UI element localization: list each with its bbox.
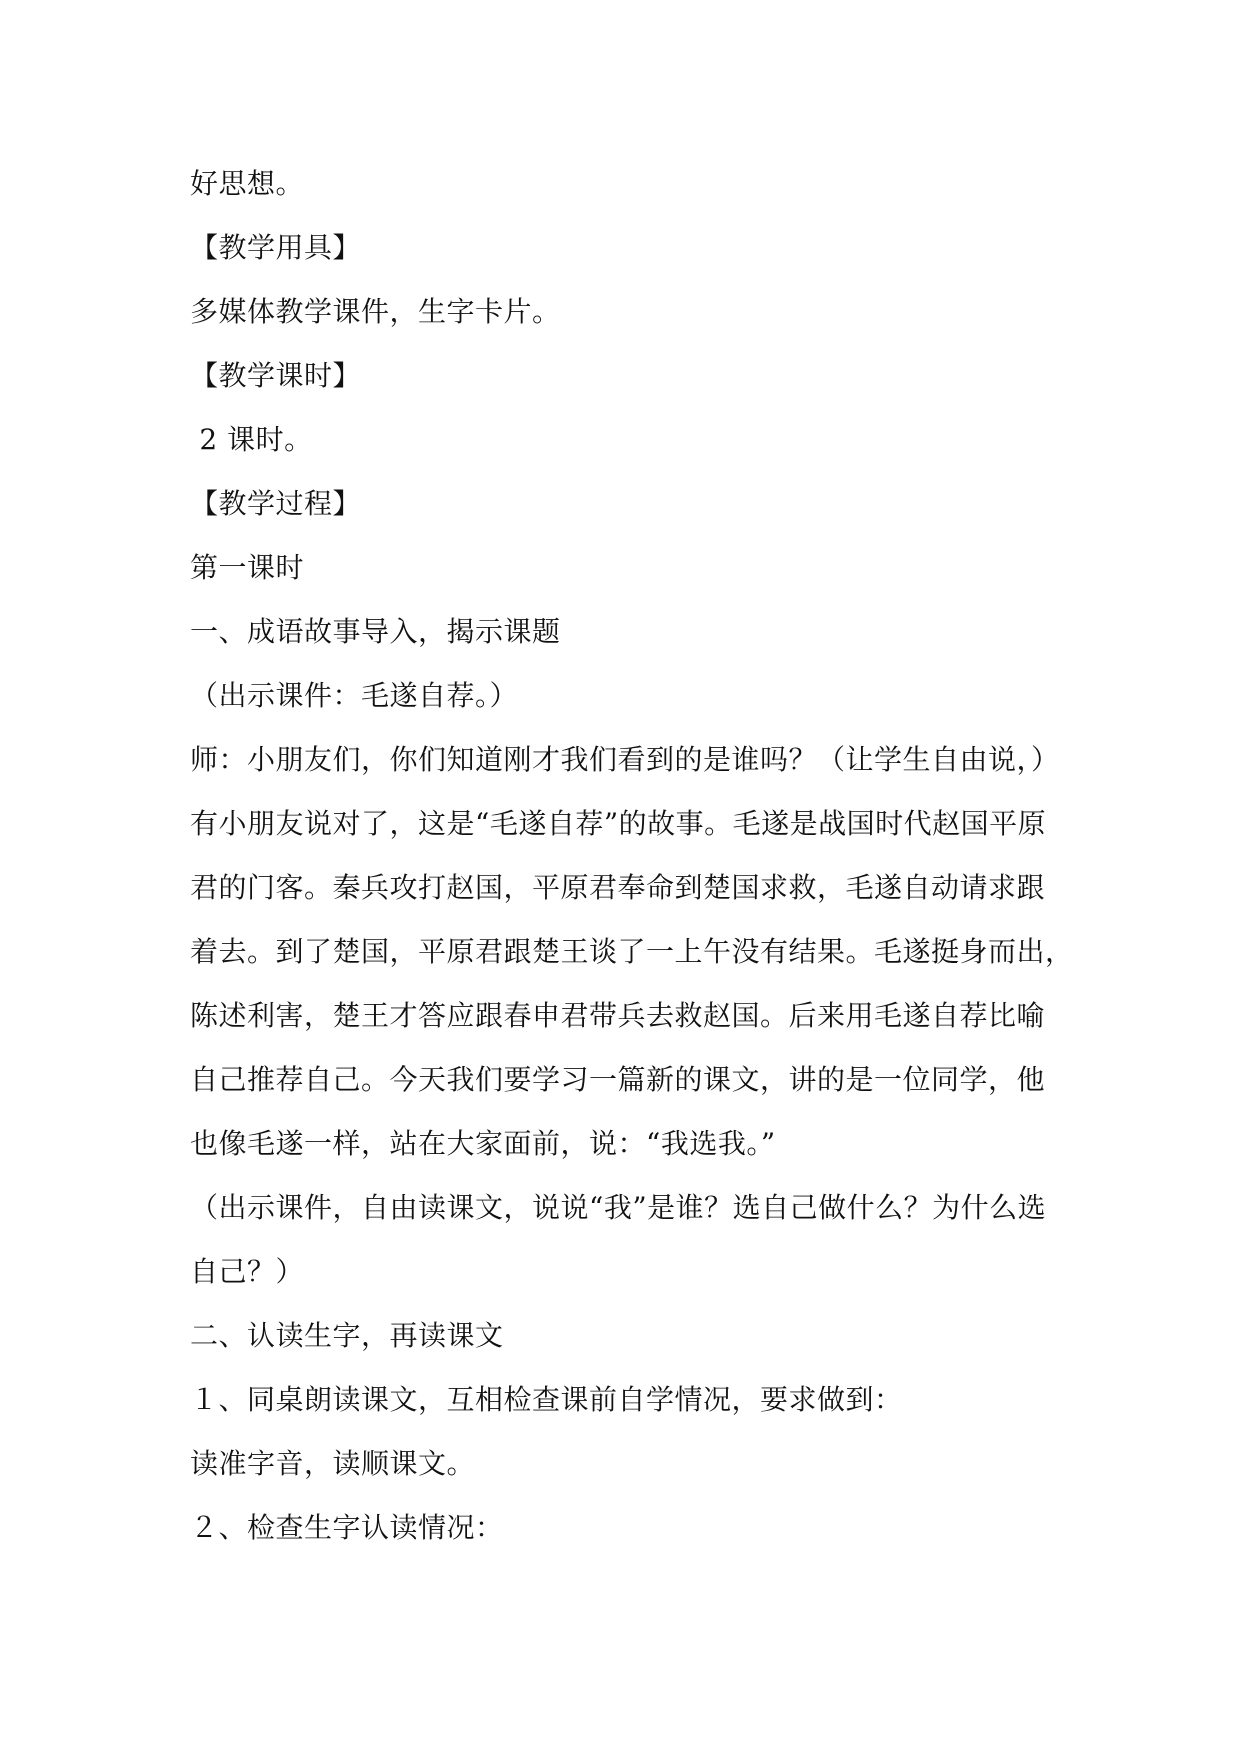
text-line: １、同桌朗读课文，互相检查课前自学情况，要求做到： (190, 1383, 903, 1416)
text-line: 师：小朋友们，你们知道刚才我们看到的是谁吗？（让学生自由说，） (190, 743, 1060, 776)
section-heading-hours: 【教学课时】 (190, 359, 362, 392)
text-line: 陈述利害，楚王才答应跟春申君带兵去救赵国。后来用毛遂自荐比喻 (190, 999, 1046, 1032)
text-line: 也像毛遂一样，站在大家面前，说：“我选我。” (190, 1127, 776, 1160)
text-line: 好思想。 (190, 167, 305, 200)
text-line: 自己？） (190, 1255, 305, 1288)
text-line: 多媒体教学课件，生字卡片。 (190, 295, 561, 328)
step-heading: 二、认读生字，再读课文 (190, 1319, 504, 1352)
text-line: 自己推荐自己。今天我们要学习一篇新的课文，讲的是一位同学，他 (190, 1063, 1046, 1096)
step-heading: 一、成语故事导入，揭示课题 (190, 615, 561, 648)
text-line: 君的门客。秦兵攻打赵国，平原君奉命到楚国求救，毛遂自动请求跟 (190, 871, 1046, 904)
section-heading-tools: 【教学用具】 (190, 231, 362, 264)
text-line: ２、检查生字认读情况： (190, 1511, 504, 1544)
text-line: 着去。到了楚国，平原君跟楚王谈了一上午没有结果。毛遂挺身而出， (190, 935, 1074, 968)
text-line: （出示课件，自由读课文，说说“我”是谁？选自己做什么？为什么选 (190, 1191, 1047, 1224)
text-line: 读准字音，读顺课文。 (190, 1447, 476, 1480)
text-line: 有小朋友说对了，这是“毛遂自荐”的故事。毛遂是战国时代赵国平原 (190, 807, 1047, 840)
lesson-title: 第一课时 (190, 551, 305, 584)
text-line: （出示课件：毛遂自荐。） (190, 679, 519, 712)
text-line: 2 课时。 (190, 423, 313, 456)
section-heading-process: 【教学过程】 (190, 487, 362, 520)
